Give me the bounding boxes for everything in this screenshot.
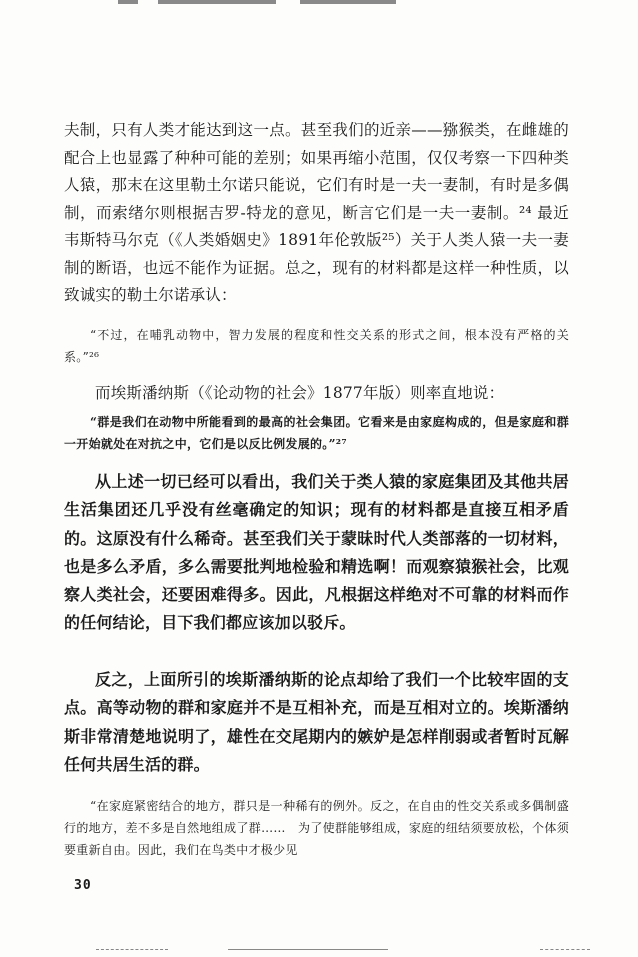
paragraph-espinas-intro: 而埃斯潘纳斯（《论动物的社会》1877年版）则率直地说： (95, 384, 505, 402)
top-scan-artifact (158, 0, 276, 4)
bottom-scan-artifact (228, 949, 388, 951)
paragraph-conclusion: 从上述一切已经可以看出，我们关于类人猿的家庭集团及其他共居生活集团还几乎没有丝毫确定的知识；现有的材料都是直接互相矛盾的。这原没有什么稀奇。甚至我们关于蒙昧时代人类部落的一切材料，也是多么矛盾，多么需要批判地检验和精选啊！而观察猿猴社会，比观察人类社会，还要困难得多。因此，凡根据这样绝对不可靠的材料而作的任何结论，目下我们都应该加以驳斥。 (64, 472, 569, 633)
top-scan-artifact (118, 0, 138, 4)
paragraph-continued: 夫制，只有人类才能达到这一点。甚至我们的近亲——猕猴类，在雌雄的配合上也显露了种种可能的差别；如果再缩小范围，仅仅考察一下四种类人猿，那末在这里勒土尔诺只能说，它们有时是一夫一妻制，有时是多偶制，而索绪尔则根据吉罗-特龙的意见，断言它们是一夫一妻制。²⁴ 最近韦斯特马尔克（《人类婚姻史》1891年伦敦版²⁵）关于人类人猿一夫一妻制的断语，也远不能作为证据。总之，现有的材料都是这样一种性质，以致诚实的勒土尔诺承认： (64, 121, 569, 304)
page-number: 30 (74, 878, 92, 893)
bottom-scan-artifact (96, 949, 168, 951)
paragraph-espinas-argument: 反之，上面所引的埃斯潘纳斯的论点却给了我们一个比较牢固的支点。高等动物的群和家庭并不是互相补充，而是互相对立的。埃斯潘纳斯非常清楚地说明了，雄性在交尾期内的嫉妒是怎样削弱或者暂时瓦解任何共居生活的群。 (64, 670, 569, 774)
top-scan-artifact (300, 0, 396, 4)
quote-espinas: “群是我们在动物中所能看到的最高的社会集团。它看来是由家庭构成的，但是家庭和群一开始就处在对抗之中，它们是以反比例发展的。”²⁷ (64, 415, 569, 451)
quote-letourneau: “不过，在哺乳动物中，智力发展的程度和性交关系的形式之间，根本没有严格的关系。”²⁶ (64, 328, 569, 364)
quote-family-herd: “在家庭紧密结合的地方，群只是一种稀有的例外。反之，在自由的性交关系或多偶制盛行的地方，差不多是自然地组成了群…… 为了使群能够组成，家庭的纽结须要放松，个体须要重新自由。因此，我们在鸟类中才极少见 (64, 799, 569, 857)
bottom-scan-artifact (540, 949, 590, 951)
